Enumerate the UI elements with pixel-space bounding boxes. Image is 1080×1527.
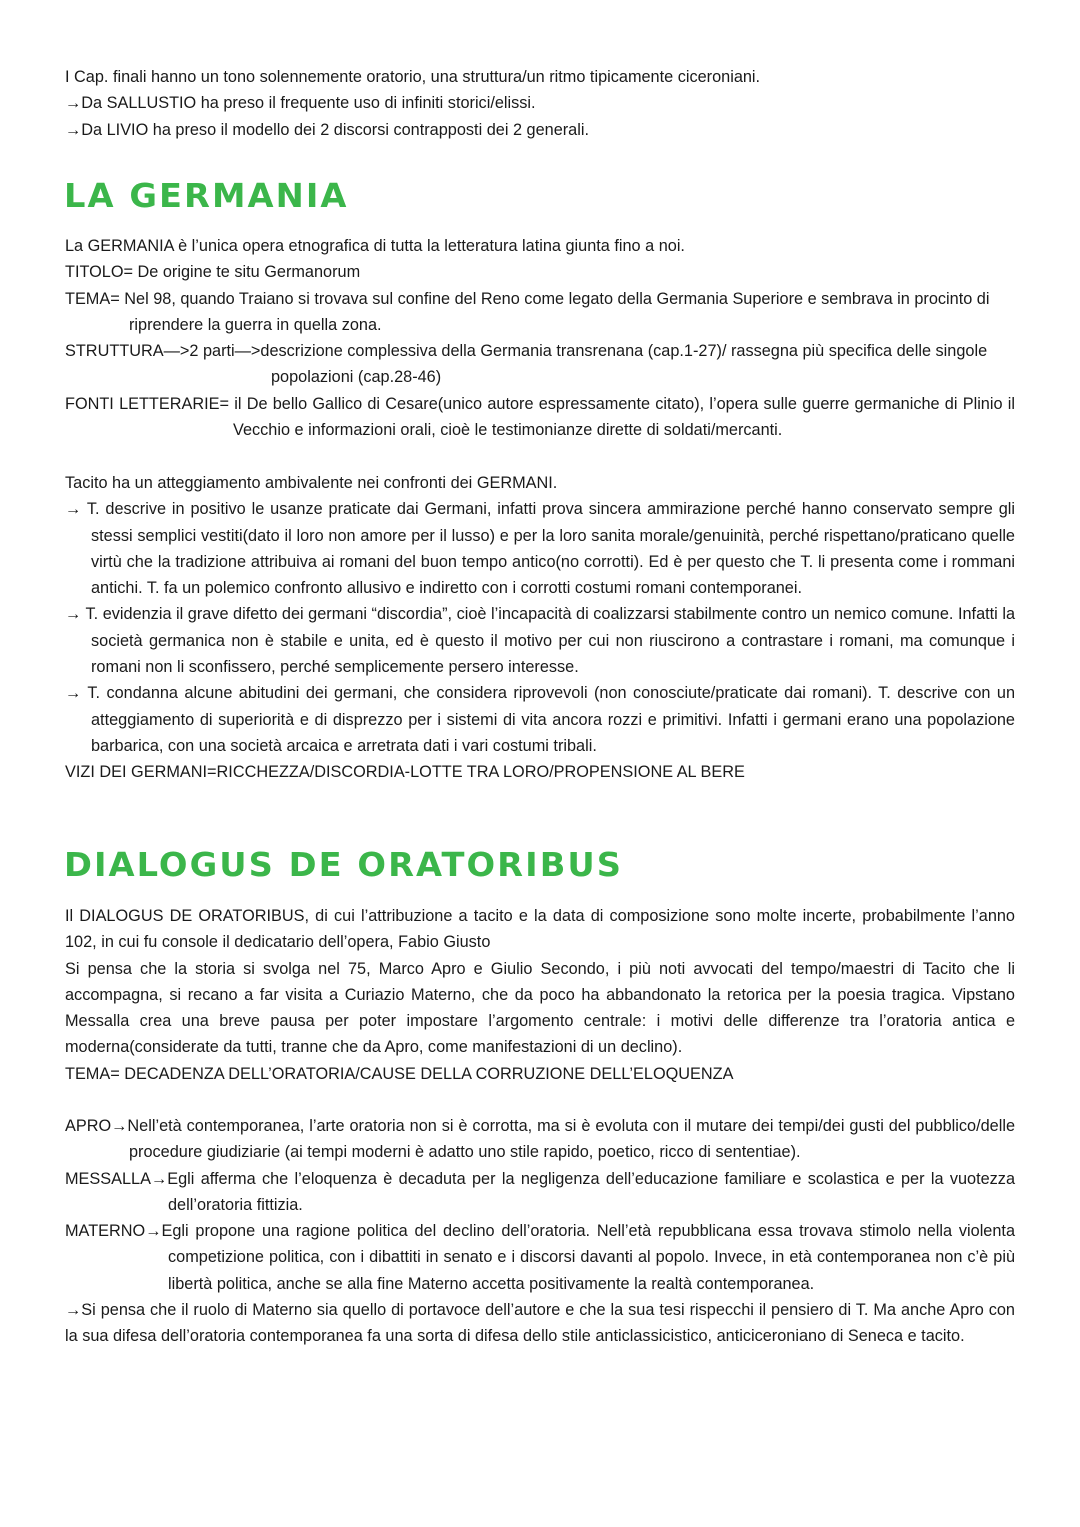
germania-intro: La GERMANIA è l’unica opera etnografica di tutta la letteratura latina giunta fino a noi. [65, 237, 685, 255]
germania-struttura: STRUTTURA—>2 parti—>descrizione complessiva della Germania transrenana (cap.1-27)/ rassegna più specifica delle singole popolazioni (cap.28-46) [65, 342, 988, 387]
dialogus-intro: Il DIALOGUS DE ORATORIBUS, di cui l’attribuzione a tacito e la data di composizione sono molte incerte, probabilmente l’anno 102, in cui fu console il dedicatario dell’opera, Fabio Giusto [65, 907, 1015, 952]
intro-line: →Da SALLUSTIO ha preso il frequente uso di infiniti storici/elissi. [65, 94, 536, 113]
intro-line: I Cap. finali hanno un tono solennemente oratorio, una struttura/un ritmo tipicamente ciceroniani. [65, 68, 761, 86]
speaker-materno: MATERNO→Egli propone una ragione politica del declino dell’oratoria. Nell’età repubblicana essa trovava stimolo nella violenta competizione politica, con i dibattiti in senato e i discorsi davanti al popolo. Invece, in età contemporanea non c’è più libertà politica, anche se alla fine Materno accetta positivamente la realtà contemporanea. [65, 1222, 1015, 1293]
germania-point: → T. descrive in positivo le usanze praticate dai Germani, infatti prova sincera ammirazione perché hanno conservato sempre gli stessi semplici vestiti(dato il loro non amore per il lusso) e per la loro sanita morale/genuinità, perché rispettano/praticano quelle virtù che la tradizione attribuiva ai romani del buon tempo antico(no corrotti). Ed è per questo che T. li presenta come i rommani antichi. T. fa un polemico confronto allusivo e indiretto con i corrotti costumi romani contemporanei. [65, 500, 1015, 598]
speaker-messalla: MESSALLA→Egli afferma che l’eloquenza è decaduta per la negligenza dell’educazione familiare e scolastica e per la vuotezza dell’oratoria fittizia. [65, 1169, 1015, 1214]
dialogus-speakers-block [65, 1113, 1015, 1350]
germania-title: LA GERMANIA [64, 176, 349, 215]
germania-point: → T. evidenzia il grave difetto dei germani “discordia”, cioè l’incapacità di coalizzarsi stabilmente contro un nemico comune. Infatti la società germanica non è stabile e unita, ed è questo il motivo per cui non riuscirono a contrastare i romani, ma comunque i romani non li sconfissero, perché semplicemente persero interesse. [65, 605, 1015, 677]
germania-attitude: Tacito ha un atteggiamento ambivalente nei confronti dei GERMANI. [65, 474, 558, 492]
germania-titolo: TITOLO= De origine te situ Germanorum [65, 263, 361, 282]
germania-tema: TEMA= Nel 98, quando Traiano si trovava sul confine del Reno come legato della Germania Superiore e sembrava in procinto di riprendere la guerra in quella zona. [65, 289, 990, 334]
intro-line: →Da LIVIO ha preso il modello dei 2 discorsi contrapposti dei 2 generali. [65, 120, 589, 139]
dialogus-story: Si pensa che la storia si svolga nel 75, Marco Apro e Giulio Secondo, i più noti avvocati del tempo/maestri di Tacito che li accompagna, si recano a far visita a Curiazio Materno, che da poco ha abbandonato la retorica per la poesia tragica. Vipstano Messalla crea una breve pausa per poter impostare l’argomento centrale: i motivi delle differenze tra l’oratoria antica e moderna(considerate da tutti, tranne che da Apro, come manifestazioni di un declino). [65, 959, 1015, 1057]
dialogus-intro-block [65, 903, 1015, 1087]
dialogus-tema: TEMA= DECADENZA DELL’ORATORIA/CAUSE DELLA CORRUZIONE DELL’ELOQUENZA [65, 1064, 734, 1083]
germania-point: → T. condanna alcune abitudini dei germani, che considera riprovevoli (non conosciute/praticate dai romani). T. descrive con un atteggiamento di superiorità e di disprezzo per i sistemi di vita ancora rozzi e primitivi. Infatti i germani erano una popolazione barbarica, con una società arcaica e arretrata dati i vari costumi tribali. [65, 684, 1015, 755]
germania-fonti: FONTI LETTERARIE= il De bello Gallico di Cesare(unico autore espressamente citato), l’opera sulle guerre germaniche di Plinio il Vecchio e informazioni orali, cioè le testimonianze dirette di soldati/mercanti. [65, 394, 1015, 440]
germania-info-block [65, 233, 1015, 443]
germania-vizi: VIZI DEI GERMANI=RICCHEZZA/DISCORDIA-LOTTE TRA LORO/PROPENSIONE AL BERE [65, 763, 745, 782]
dialogus-title: DIALOGUS DE ORATORIBUS [64, 845, 624, 884]
germania-analysis-block [65, 470, 1015, 786]
speaker-apro: APRO→Nell’età contemporanea, l’arte oratoria non si è corrotta, ma si è evoluta con il mutare dei tempi/dei gusti del pubblico/delle procedure giudiziarie (ai tempi moderni è adatto uno stile rapido, poetico, ricco di sententiae). [65, 1117, 1015, 1162]
dialogus-conclusion: →Si pensa che il ruolo di Materno sia quello di portavoce dell’autore e che la sua tesi rispecchi il pensiero di T. Ma anche Apro con la sua difesa dell’oratoria contemporanea fa una sorta di difesa dello stile anticlassicistico, anticiceroniano di Seneca e tacito. [65, 1301, 1015, 1346]
intro-block [65, 64, 1015, 143]
